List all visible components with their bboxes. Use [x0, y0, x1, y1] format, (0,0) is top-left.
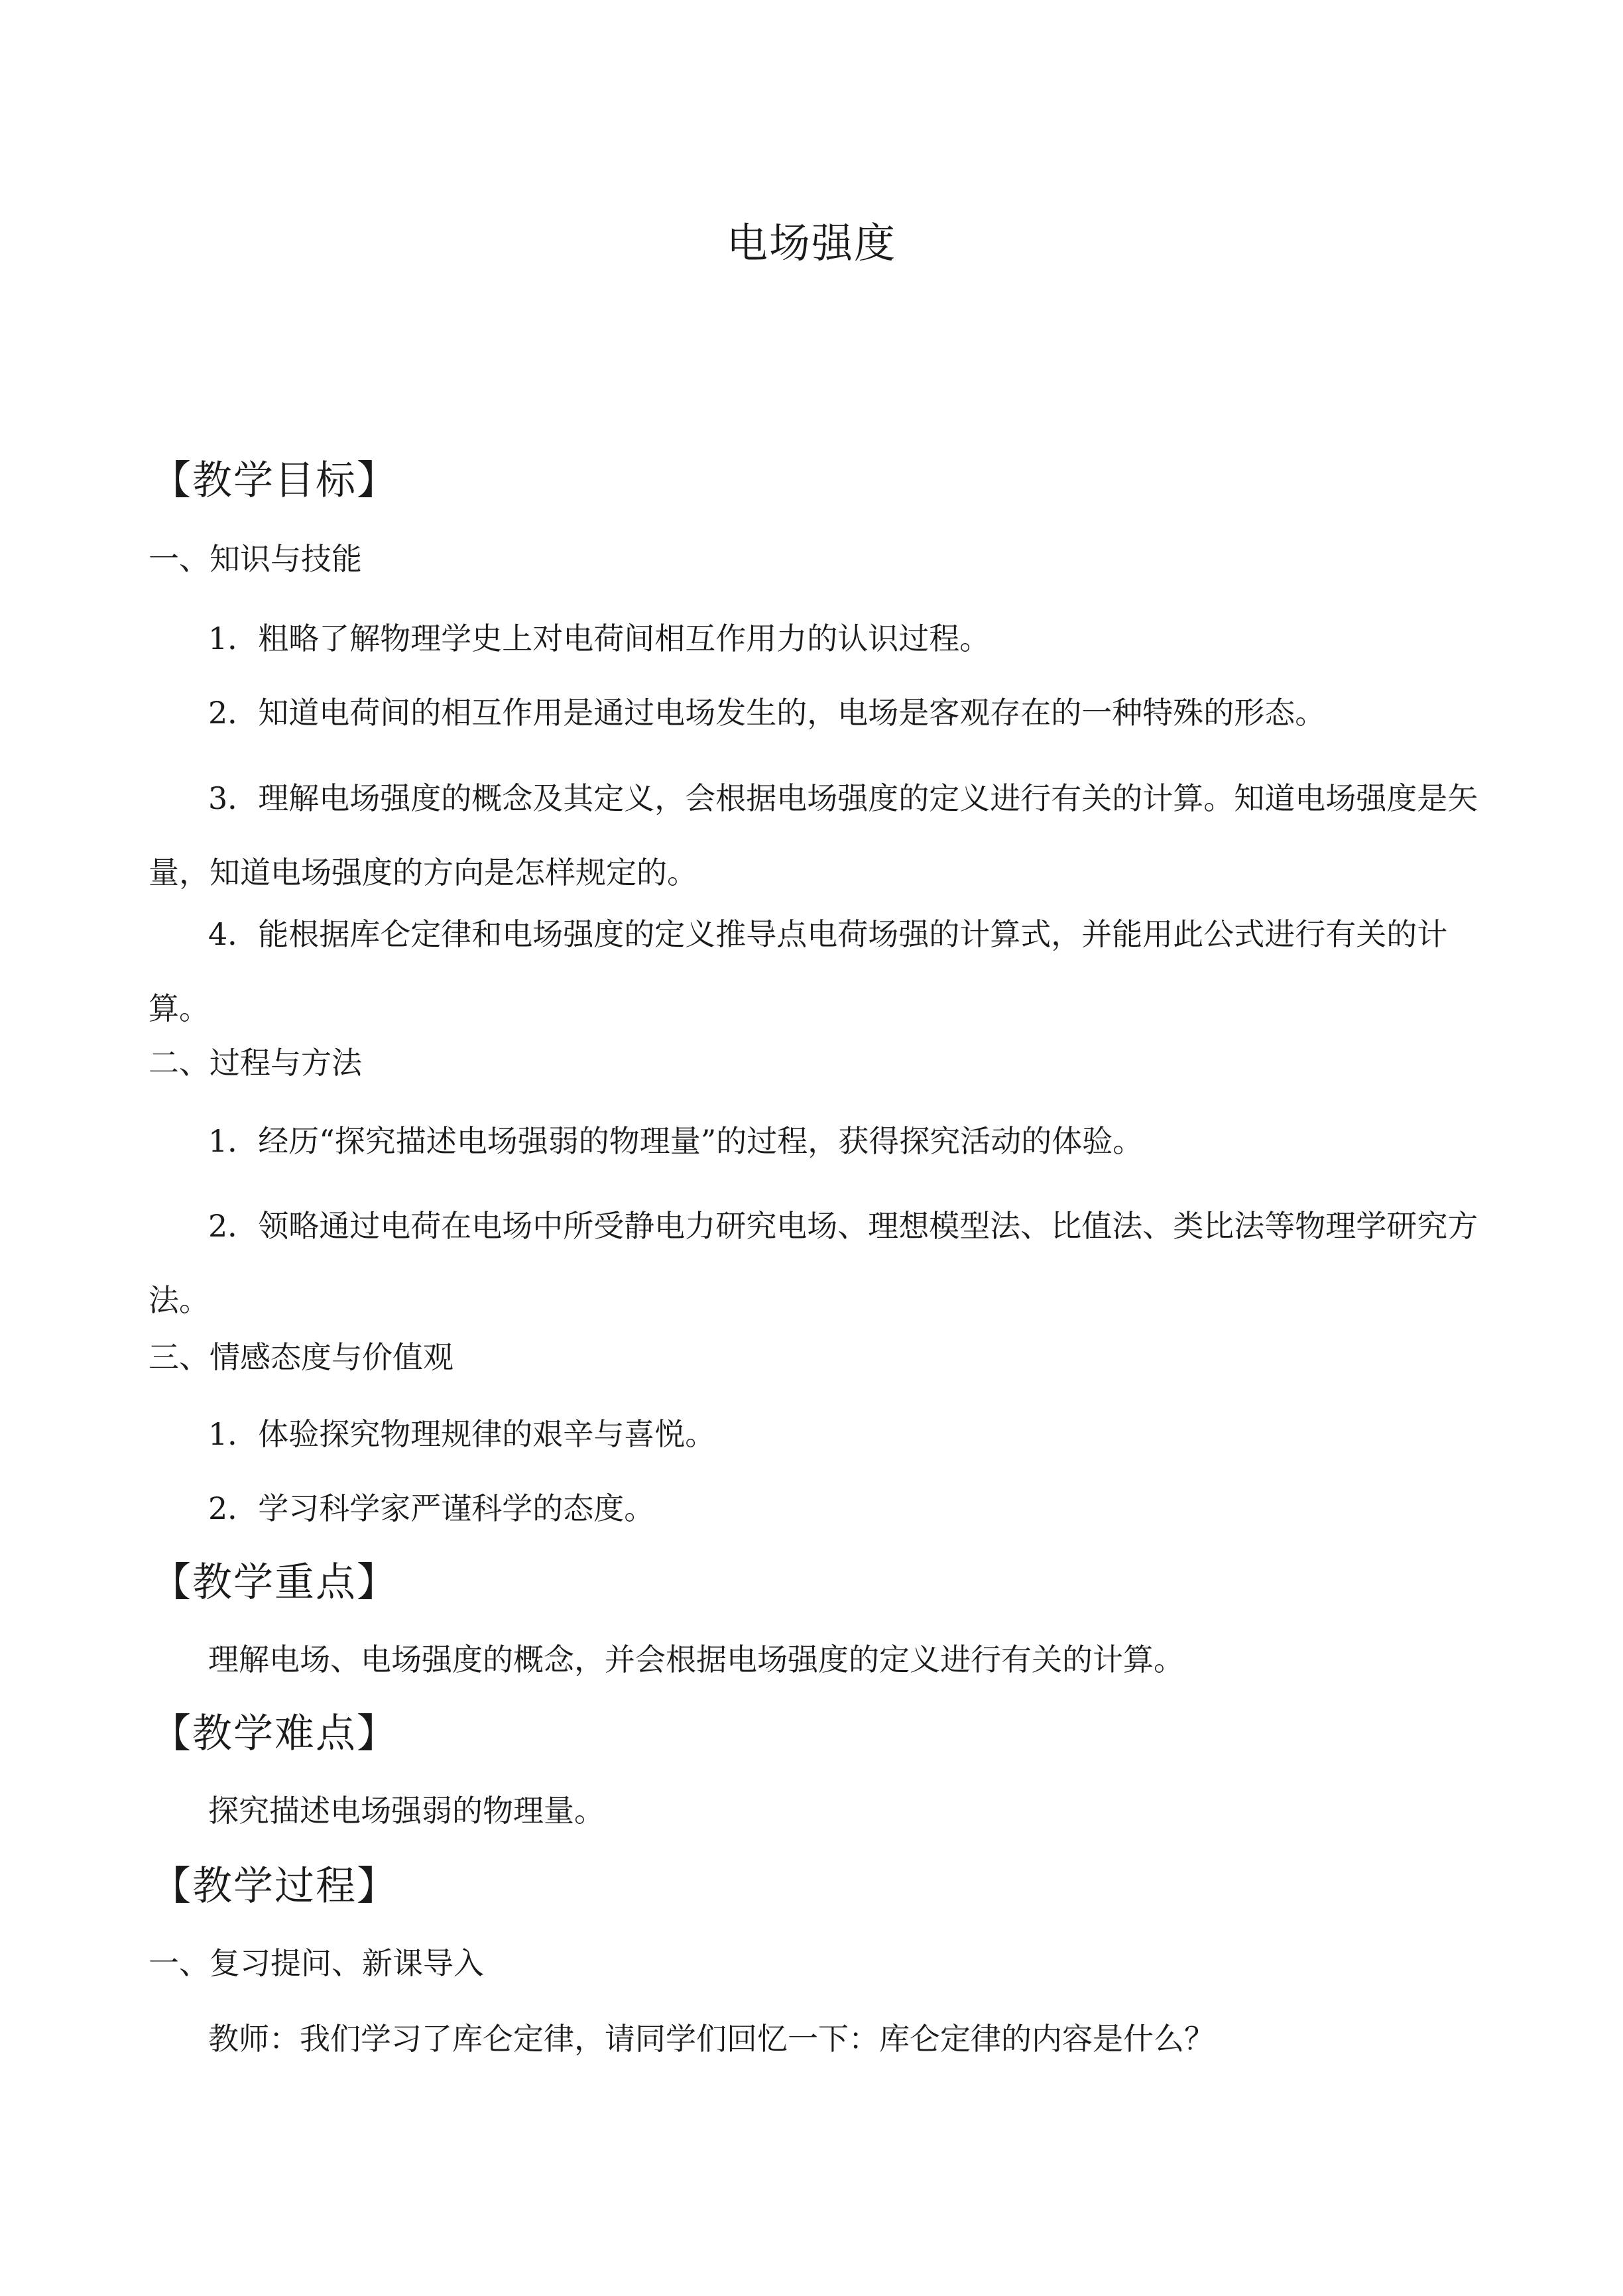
difficulties-text: 探究描述电场强弱的物理量。	[208, 1793, 605, 1829]
heading-teaching-objectives: 【教学目标】	[151, 457, 398, 504]
subheading-review-introduction: 一、复习提问、新课导入	[149, 1945, 484, 1981]
knowledge-item-2: 2．知道电荷间的相互作用是通过电场发生的，电场是客观存在的一种特殊的形态。	[208, 695, 1326, 731]
subheading-knowledge-skills: 一、知识与技能	[149, 541, 362, 577]
heading-teaching-process: 【教学过程】	[151, 1863, 398, 1909]
emotion-item-1: 1．体验探究物理规律的艰辛与喜悦。	[208, 1416, 716, 1452]
document-title: 电场强度	[726, 219, 896, 267]
teacher-question: 教师：我们学习了库仑定律，请同学们回忆一下：库仑定律的内容是什么？	[208, 2021, 1215, 2057]
process-item-1: 1．经历“探究描述电场强弱的物理量”的过程，获得探究活动的体验。	[208, 1123, 1144, 1159]
key-points-text: 理解电场、电场强度的概念，并会根据电场强度的定义进行有关的计算。	[208, 1642, 1184, 1677]
subheading-process-methods: 二、过程与方法	[149, 1045, 362, 1081]
subheading-emotion-values: 三、情感态度与价值观	[149, 1339, 453, 1375]
knowledge-item-3: 3．理解电场强度的概念及其定义，会根据电场强度的定义进行有关的计算。知道电场强度是矢量，知道电场强度的方向是怎样规定的。	[149, 780, 1478, 890]
process-item-2: 2．领略通过电荷在电场中所受静电力研究电场、理想模型法、比值法、类比法等物理学研究方法。	[149, 1208, 1478, 1318]
heading-teaching-key-points: 【教学重点】	[151, 1559, 398, 1606]
knowledge-item-4: 4．能根据库仑定律和电场强度的定义推导点电荷场强的计算式，并能用此公式进行有关的计算。	[149, 916, 1448, 1026]
emotion-item-2: 2．学习科学家严谨科学的态度。	[208, 1490, 655, 1526]
heading-teaching-difficulties: 【教学难点】	[151, 1711, 398, 1757]
knowledge-item-1: 1．粗略了解物理学史上对电荷间相互作用力的认识过程。	[208, 621, 991, 656]
